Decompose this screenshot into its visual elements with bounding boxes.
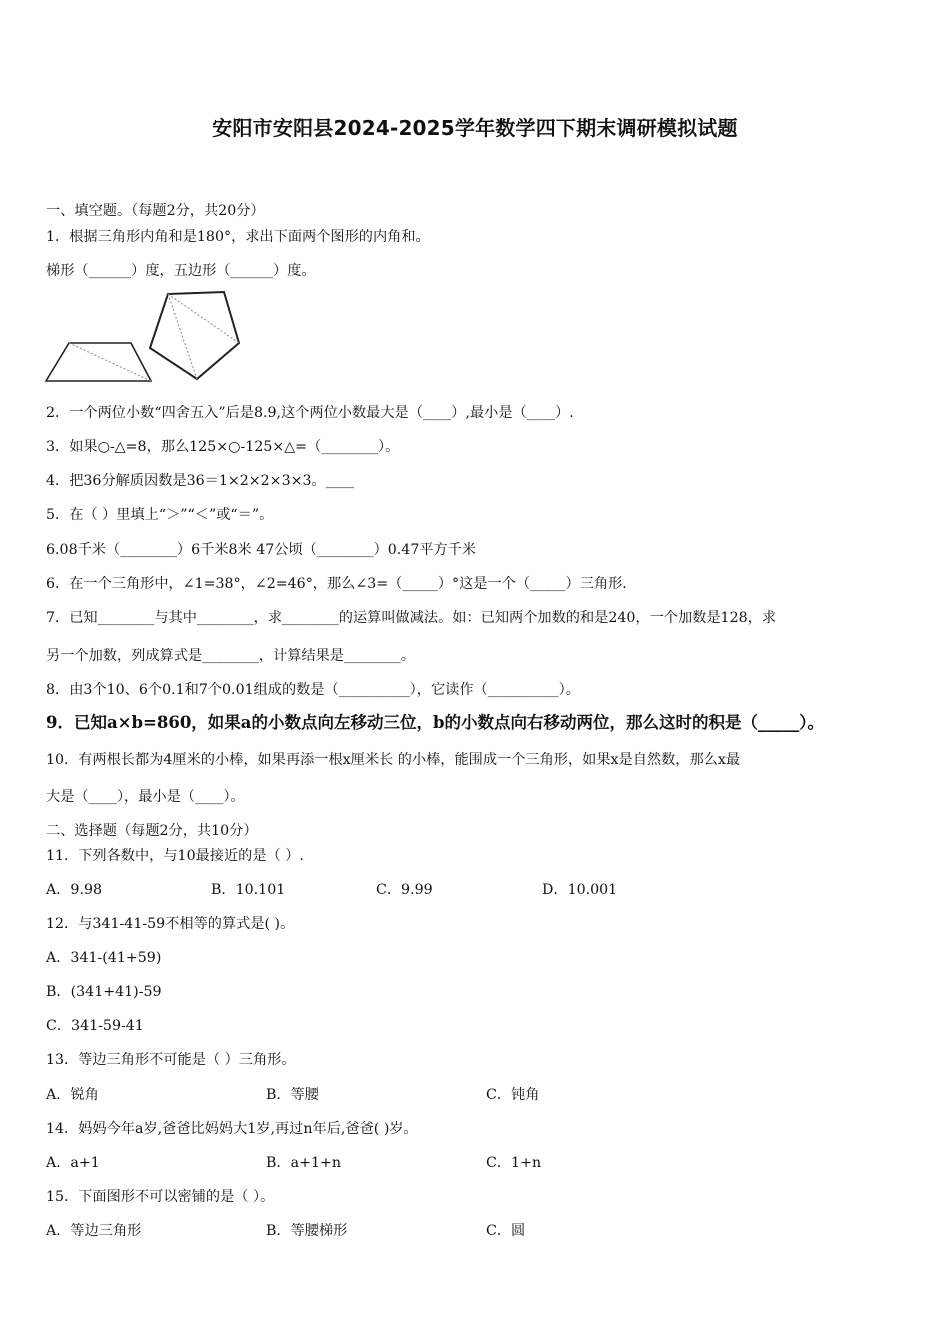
page-title: 安阳市安阳县2024-2025学年数学四下期末调研模拟试题 [212,116,738,140]
question-14-option-c[interactable]: C．1+n [486,1155,542,1171]
question-5-text: 5．在（ ）里填上“＞”“＜”或“＝”。 [46,507,274,523]
question-12-option-b[interactable]: B．(341+41)-59 [46,984,162,1000]
section2-header: 二、选择题（每题2分，共10分） [46,823,258,839]
question-12: 12．与341-41-59不相等的算式是( )。 [46,916,295,932]
question-10-line2: 大是（____），最小是（____）。 [46,789,245,805]
question-1-blanks: 梯形（______）度，五边形（______）度。 [46,263,316,279]
question-13-option-b[interactable]: B．等腰 [266,1087,319,1103]
pentagon-figure [146,288,244,384]
question-5-comparisons: 6.08千米（________）6千米8米 47公顷（________）0.47平方千米 [46,542,477,558]
question-15: 15．下面图形不可以密铺的是（ ）。 [46,1189,275,1205]
question-7-line2: 另一个加数，列成算式是________，计算结果是________。 [46,648,415,664]
question-11-option-d[interactable]: D．10.001 [542,882,618,898]
question-13-option-c[interactable]: C．钝角 [486,1087,540,1103]
question-15-option-c[interactable]: C．圆 [486,1223,526,1239]
question-6: 6．在一个三角形中，∠1=38°，∠2=46°，那么∠3=（_____）°这是一个（_____）三角形. [46,576,627,592]
section1-header: 一、填空题。（每题2分，共20分） [46,203,265,219]
question-13-option-a[interactable]: A．锐角 [46,1087,99,1103]
question-11-option-c[interactable]: C．9.99 [376,882,433,898]
trapezoid-figure [44,338,154,384]
question-11-option-b[interactable]: B．10.101 [211,882,286,898]
question-3: 3．如果○-△=8，那么125×○-125×△=（________）。 [46,439,400,455]
question-11: 11．下列各数中，与10最接近的是（ ）. [46,848,304,864]
question-1-text: 1．根据三角形内角和是180°，求出下面两个图形的内角和。 [46,229,430,245]
question-15-option-a[interactable]: A．等边三角形 [46,1223,142,1239]
question-13: 13．等边三角形不可能是（ ）三角形。 [46,1052,296,1068]
question-11-option-a[interactable]: A．9.98 [46,882,103,898]
question-4: 4．把36分解质因数是36＝1×2×2×3×3。____ [46,473,355,489]
question-12-option-a[interactable]: A．341-(41+59) [46,950,162,966]
question-9: 9．已知a×b=860，如果a的小数点向左移动三位，b的小数点向右移动两位，那么这时的积是（_____）。 [46,713,825,732]
question-15-option-b[interactable]: B．等腰梯形 [266,1223,348,1239]
pentagon-shape [150,292,239,379]
question-7-line1: 7．已知________与其中________，求________的运算叫做减法。如：已知两个加数的和是240，一个加数是128，求 [46,610,777,626]
question-2: 2．一个两位小数“四舍五入”后是8.9,这个两位小数最大是（____）,最小是（____）. [46,405,574,421]
pentagon-diagonal [168,294,239,343]
question-14: 14．妈妈今年a岁,爸爸比妈妈大1岁,再过n年后,爸爸( )岁。 [46,1121,418,1137]
question-10-line1: 10．有两根长都为4厘米的小棒，如果再添一根x厘米长 的小棒，能围成一个三角形，如果x是自然数，那么x最 [46,752,741,768]
trapezoid-diagonal [69,343,151,381]
trapezoid-shape [46,343,151,381]
question-14-option-a[interactable]: A．a+1 [46,1155,100,1171]
pentagon-diagonal [168,294,197,379]
question-14-option-b[interactable]: B．a+1+n [266,1155,342,1171]
question-12-option-c[interactable]: C．341-59-41 [46,1018,144,1034]
question-8: 8．由3个10、6个0.1和7个0.01组成的数是（__________），它读作（__________）。 [46,682,580,698]
